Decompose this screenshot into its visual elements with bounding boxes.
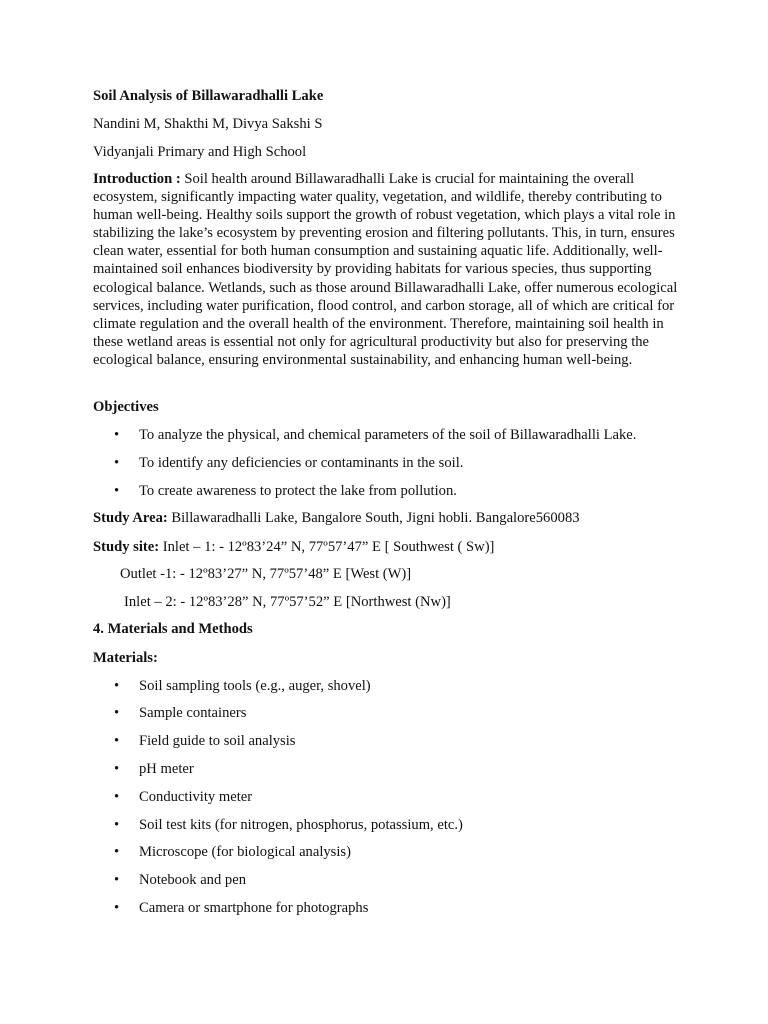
objectives-heading: Objectives bbox=[93, 399, 159, 415]
bullet-icon: • bbox=[114, 678, 120, 694]
study-area-text: Billawaradhalli Lake, Bangalore South, Jigni hobli. Bangalore560083 bbox=[167, 510, 580, 526]
bullet-icon: • bbox=[114, 483, 120, 499]
bullet-icon: • bbox=[114, 844, 120, 860]
school-name: Vidyanjali Primary and High School bbox=[93, 144, 307, 160]
bullet-icon: • bbox=[114, 733, 120, 749]
introduction-text: Soil health around Billawaradhalli Lake is crucial for maintaining the overall ecosystem, significantly impacting water quality, vegetation, and wildlife, thereby contributing to human well-being. Healthy soils support the growth of robust vegetation, which plays a vital role in stabilizing the lake’s ecosystem by preventing erosion and filtering pollutants. This, in turn, ensures clean water, essential for both human consumption and sustaining aquatic life. Additionally, well-maintained soil enhances biodiversity by providing habitats for various species, thus supporting ecological balance. Wetlands, such as those around Billawaradhalli Lake, offer numerous ecological services, including water purification, flood control, and carbon storage, all of which are critical for climate regulation and the overall health of the environment. Therefore, maintaining soil health in these wetland areas is essential not only for agricultural productivity but also for preserving the ecological balance, ensuring environmental sustainability, and enhancing human well-being. bbox=[93, 171, 678, 368]
bullet-icon: • bbox=[114, 872, 120, 888]
study-site-outlet-1: Outlet -1: - 12º83’27” N, 77º57’48” E [West (W)] bbox=[120, 566, 412, 582]
bullet-icon: • bbox=[114, 761, 120, 777]
bullet-icon: • bbox=[114, 900, 120, 916]
methods-heading: 4. Materials and Methods bbox=[93, 621, 253, 637]
study-site-inlet-1: Study site: Inlet – 1: - 12º83’24” N, 77º57’47” E [ Southwest ( Sw)] bbox=[93, 539, 495, 555]
bullet-icon: • bbox=[114, 817, 120, 833]
study-area bbox=[93, 509, 580, 527]
introduction-label: Introduction : bbox=[93, 171, 181, 187]
authors: Nandini M, Shakthi M, Divya Sakshi S bbox=[93, 116, 323, 132]
materials-heading: Materials: bbox=[93, 650, 158, 666]
introduction-paragraph bbox=[93, 170, 683, 369]
bullet-icon: • bbox=[114, 455, 120, 471]
study-site-label: Study site: bbox=[93, 539, 160, 555]
study-site-inlet-2: Inlet – 2: - 12º83’28” N, 77º57’52” E [Northwest (Nw)] bbox=[124, 594, 451, 610]
bullet-icon: • bbox=[114, 789, 120, 805]
bullet-icon: • bbox=[114, 427, 120, 443]
bullet-icon: • bbox=[114, 705, 120, 721]
document-title: Soil Analysis of Billawaradhalli Lake bbox=[93, 88, 324, 104]
study-area-label: Study Area: bbox=[93, 510, 168, 526]
